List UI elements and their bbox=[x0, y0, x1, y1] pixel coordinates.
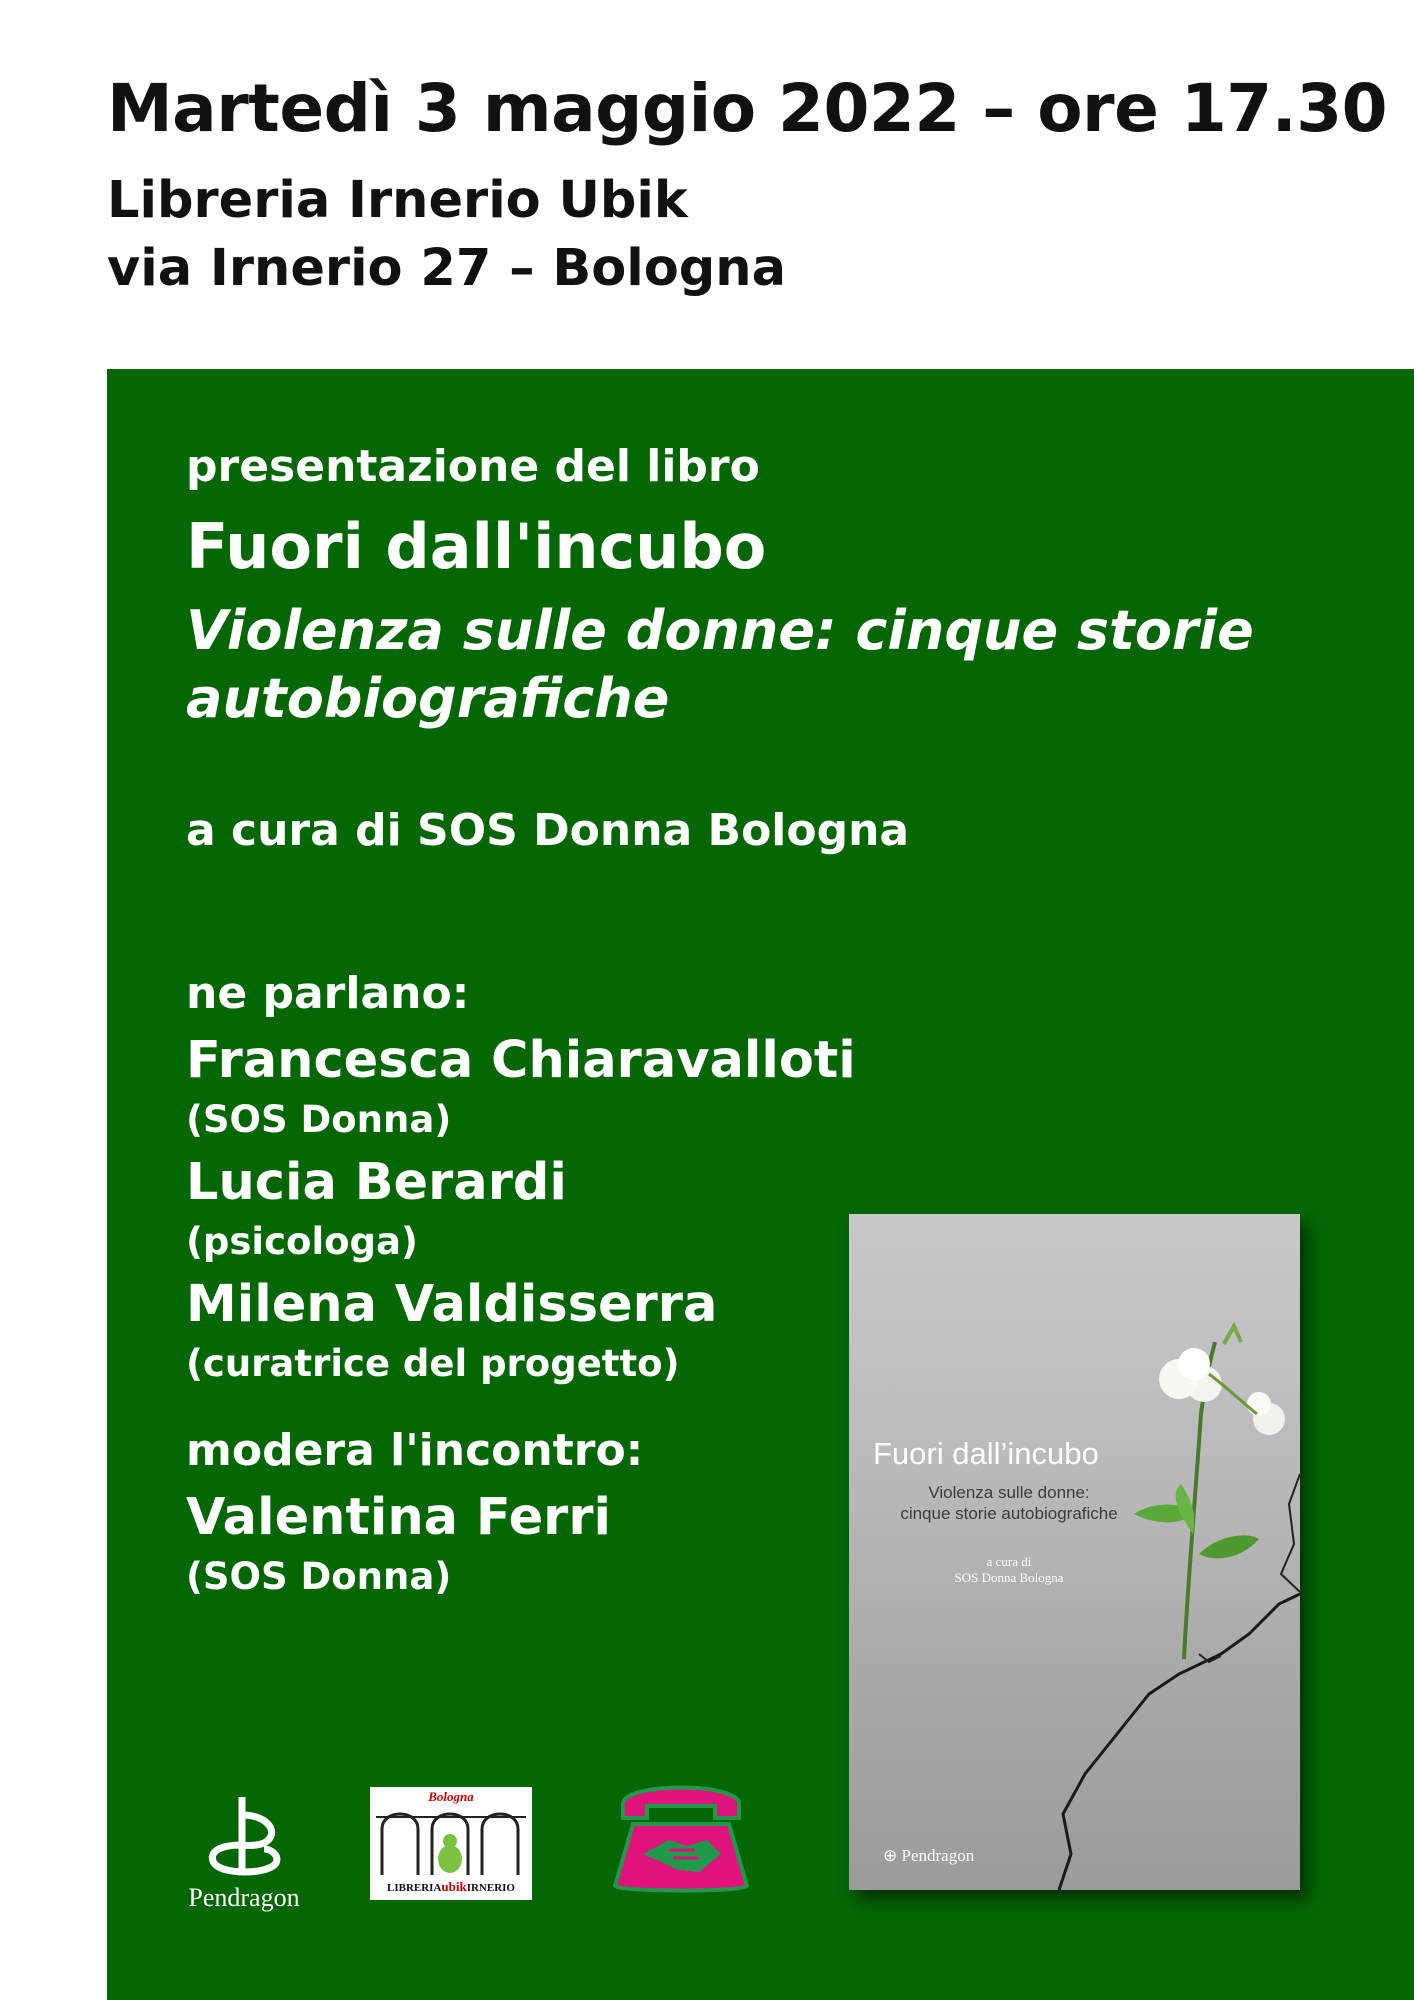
moderator-name: Valentina Ferri bbox=[186, 1488, 611, 1547]
libreria-left-text: LIBRERIA bbox=[386, 1882, 442, 1894]
venue-name: Libreria Irnerio Ubik bbox=[107, 171, 688, 230]
cover-title: Fuori dall’incubo bbox=[873, 1436, 1099, 1471]
event-venue bbox=[107, 167, 1387, 303]
book-curator: a cura di SOS Donna Bologna bbox=[186, 805, 910, 856]
speaker-role: (psicologa) bbox=[186, 1220, 418, 1263]
speaker-role: (curatrice del progetto) bbox=[186, 1342, 680, 1385]
pendragon-logo-text: Pendragon bbox=[188, 1883, 300, 1912]
cover-publisher bbox=[883, 1846, 974, 1866]
cover-curator bbox=[849, 1554, 1169, 1586]
pendragon-logo bbox=[184, 1789, 304, 1919]
event-header bbox=[107, 70, 1387, 303]
sos-donna-logo bbox=[603, 1774, 759, 1900]
cover-subtitle bbox=[849, 1482, 1169, 1524]
pendragon-small-icon: ⊕ bbox=[883, 1846, 902, 1865]
libreria-ubik-text: ubik bbox=[441, 1879, 467, 1894]
event-panel bbox=[107, 369, 1414, 2000]
venue-address: via Irnerio 27 – Bologna bbox=[107, 239, 786, 298]
moderator-role: (SOS Donna) bbox=[186, 1555, 452, 1598]
book-cover-image bbox=[849, 1214, 1300, 1890]
speaker-name: Milena Valdisserra bbox=[186, 1275, 718, 1334]
speaker-role: (SOS Donna) bbox=[186, 1098, 452, 1141]
libreria-logo-city: Bologna bbox=[428, 1789, 474, 1804]
cover-curator-line: a cura di bbox=[986, 1554, 1032, 1569]
telephone-handshake-icon bbox=[603, 1774, 759, 1900]
libreria-right-text: IRNERIO bbox=[466, 1882, 515, 1894]
event-date-time: Martedì 3 maggio 2022 – ore 17.30 bbox=[107, 70, 1388, 147]
speaker-item bbox=[186, 1031, 1316, 1141]
cover-curator-line: SOS Donna Bologna bbox=[954, 1570, 1064, 1585]
pendragon-mark-icon bbox=[184, 1789, 304, 1885]
presentation-intro: presentazione del libro bbox=[186, 441, 760, 492]
cover-illustration bbox=[849, 1214, 1300, 1890]
book-subtitle: Violenza sulle donne: cinque storie autobiografiche bbox=[186, 599, 1254, 730]
moderator-label: modera l'incontro: bbox=[186, 1425, 644, 1476]
cover-subtitle-line: cinque storie autobiografiche bbox=[900, 1504, 1118, 1523]
speakers-label: ne parlano: bbox=[186, 968, 470, 1019]
libreria-ubik-logo bbox=[370, 1787, 532, 1900]
book-title: Fuori dall'incubo bbox=[186, 510, 767, 583]
cover-subtitle-line: Violenza sulle donne: bbox=[928, 1483, 1090, 1502]
cover-publisher-name: Pendragon bbox=[901, 1846, 975, 1865]
speaker-name: Lucia Berardi bbox=[186, 1153, 567, 1212]
speaker-name: Francesca Chiaravalloti bbox=[186, 1031, 856, 1090]
libreria-logo-name bbox=[370, 1879, 532, 1895]
